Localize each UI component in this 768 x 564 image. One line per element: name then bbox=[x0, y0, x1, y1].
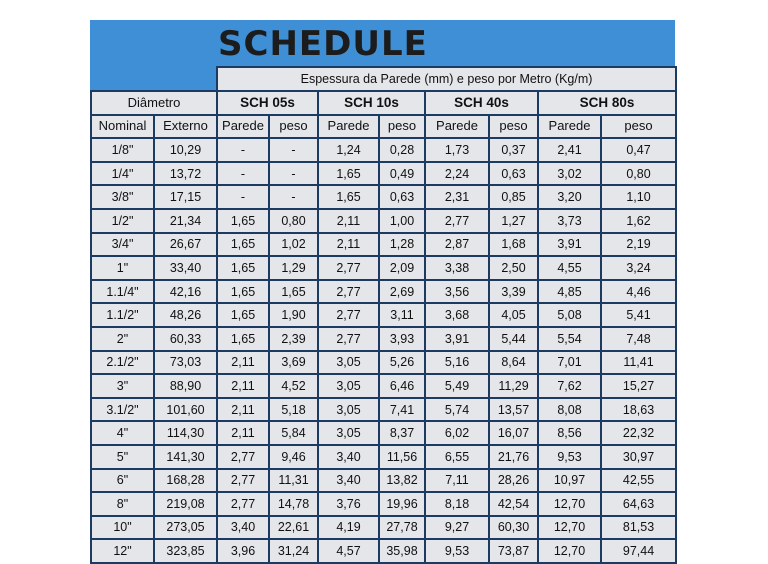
schedule-header: SCH 40s bbox=[425, 91, 538, 115]
value-cell: 1,65 bbox=[217, 303, 269, 327]
value-cell: 15,27 bbox=[601, 374, 676, 398]
value-cell: 2,87 bbox=[425, 233, 489, 257]
value-cell: 4,05 bbox=[489, 303, 538, 327]
value-cell: 30,97 bbox=[601, 445, 676, 469]
table-row bbox=[91, 209, 676, 233]
value-cell: 3,05 bbox=[318, 374, 379, 398]
nominal-cell: 1.1/2" bbox=[91, 303, 154, 327]
table-row bbox=[91, 185, 676, 209]
nominal-cell: 10" bbox=[91, 516, 154, 540]
value-cell: 14,78 bbox=[269, 492, 318, 516]
value-cell: - bbox=[269, 162, 318, 186]
value-cell: 5,84 bbox=[269, 421, 318, 445]
external-diameter-cell: 114,30 bbox=[154, 421, 217, 445]
value-cell: 5,49 bbox=[425, 374, 489, 398]
value-cell: 1,24 bbox=[318, 138, 379, 162]
external-diameter-cell: 88,90 bbox=[154, 374, 217, 398]
value-cell: 12,70 bbox=[538, 492, 601, 516]
value-cell: 2,24 bbox=[425, 162, 489, 186]
value-cell: 42,54 bbox=[489, 492, 538, 516]
table-row bbox=[91, 162, 676, 186]
schedule-header: SCH 05s bbox=[217, 91, 318, 115]
value-cell: 27,78 bbox=[379, 516, 425, 540]
value-cell: 5,08 bbox=[538, 303, 601, 327]
value-cell: 81,53 bbox=[601, 516, 676, 540]
value-cell: 4,46 bbox=[601, 280, 676, 304]
value-cell: 0,80 bbox=[601, 162, 676, 186]
schedule-header-row bbox=[91, 91, 676, 115]
schedule-sheet bbox=[90, 20, 675, 559]
value-cell: 2,77 bbox=[318, 303, 379, 327]
value-cell: 3,73 bbox=[538, 209, 601, 233]
value-cell: 2,77 bbox=[425, 209, 489, 233]
value-cell: 1,02 bbox=[269, 233, 318, 257]
external-diameter-cell: 33,40 bbox=[154, 256, 217, 280]
column-header: Parede bbox=[217, 115, 269, 139]
value-cell: 0,63 bbox=[489, 162, 538, 186]
value-cell: 4,85 bbox=[538, 280, 601, 304]
diameter-header: Diâmetro bbox=[91, 91, 217, 115]
value-cell: 3,40 bbox=[318, 445, 379, 469]
value-cell: 8,08 bbox=[538, 398, 601, 422]
external-diameter-cell: 10,29 bbox=[154, 138, 217, 162]
value-cell: 31,24 bbox=[269, 539, 318, 563]
value-cell: 2,19 bbox=[601, 233, 676, 257]
schedule-header: SCH 10s bbox=[318, 91, 425, 115]
table-row bbox=[91, 421, 676, 445]
value-cell: 97,44 bbox=[601, 539, 676, 563]
value-cell: 11,56 bbox=[379, 445, 425, 469]
value-cell: 1,65 bbox=[318, 162, 379, 186]
value-cell: 2,31 bbox=[425, 185, 489, 209]
value-cell: 3,68 bbox=[425, 303, 489, 327]
value-cell: 3,05 bbox=[318, 398, 379, 422]
nominal-cell: 1/2" bbox=[91, 209, 154, 233]
table-row bbox=[91, 398, 676, 422]
value-cell: 9,53 bbox=[425, 539, 489, 563]
page-title: SCHEDULE bbox=[218, 24, 428, 64]
table-row bbox=[91, 233, 676, 257]
value-cell: 3,91 bbox=[425, 327, 489, 351]
value-cell: 2,11 bbox=[217, 398, 269, 422]
value-cell: 3,93 bbox=[379, 327, 425, 351]
nominal-cell: 5" bbox=[91, 445, 154, 469]
value-cell: 2,50 bbox=[489, 256, 538, 280]
column-header: peso bbox=[269, 115, 318, 139]
value-cell: 0,47 bbox=[601, 138, 676, 162]
value-cell: 3,05 bbox=[318, 421, 379, 445]
value-cell: 5,41 bbox=[601, 303, 676, 327]
value-cell: 21,76 bbox=[489, 445, 538, 469]
table-body bbox=[91, 138, 676, 563]
value-cell: 2,11 bbox=[318, 233, 379, 257]
value-cell: 1,65 bbox=[217, 280, 269, 304]
value-cell: 19,96 bbox=[379, 492, 425, 516]
value-cell: 8,18 bbox=[425, 492, 489, 516]
table-row bbox=[91, 445, 676, 469]
value-cell: 3,40 bbox=[318, 469, 379, 493]
value-cell: 1,65 bbox=[217, 327, 269, 351]
schedule-header: SCH 80s bbox=[538, 91, 676, 115]
value-cell: - bbox=[269, 138, 318, 162]
value-cell: 2,09 bbox=[379, 256, 425, 280]
value-cell: 1,00 bbox=[379, 209, 425, 233]
table-row bbox=[91, 327, 676, 351]
value-cell: 2,11 bbox=[217, 351, 269, 375]
external-diameter-cell: 60,33 bbox=[154, 327, 217, 351]
value-cell: 8,56 bbox=[538, 421, 601, 445]
value-cell: 3,11 bbox=[379, 303, 425, 327]
value-cell: 3,69 bbox=[269, 351, 318, 375]
value-cell: 9,53 bbox=[538, 445, 601, 469]
nominal-cell: 3.1/2" bbox=[91, 398, 154, 422]
value-cell: 1,65 bbox=[318, 185, 379, 209]
external-diameter-cell: 17,15 bbox=[154, 185, 217, 209]
value-cell: 8,64 bbox=[489, 351, 538, 375]
value-cell: 18,63 bbox=[601, 398, 676, 422]
nominal-cell: 6" bbox=[91, 469, 154, 493]
nominal-cell: 1/4" bbox=[91, 162, 154, 186]
value-cell: 1,65 bbox=[269, 280, 318, 304]
value-cell: 3,38 bbox=[425, 256, 489, 280]
external-diameter-cell: 273,05 bbox=[154, 516, 217, 540]
external-diameter-cell: 26,67 bbox=[154, 233, 217, 257]
table-row bbox=[91, 351, 676, 375]
value-cell: 2,11 bbox=[217, 421, 269, 445]
value-cell: 5,26 bbox=[379, 351, 425, 375]
column-header: Externo bbox=[154, 115, 217, 139]
value-cell: 11,31 bbox=[269, 469, 318, 493]
value-cell: 3,96 bbox=[217, 539, 269, 563]
value-cell: 0,37 bbox=[489, 138, 538, 162]
value-cell: 12,70 bbox=[538, 539, 601, 563]
value-cell: - bbox=[217, 162, 269, 186]
value-cell: 7,62 bbox=[538, 374, 601, 398]
value-cell: 12,70 bbox=[538, 516, 601, 540]
value-cell: 2,39 bbox=[269, 327, 318, 351]
value-cell: 0,80 bbox=[269, 209, 318, 233]
value-cell: 3,91 bbox=[538, 233, 601, 257]
value-cell: 35,98 bbox=[379, 539, 425, 563]
value-cell: 9,27 bbox=[425, 516, 489, 540]
caption-row bbox=[91, 67, 676, 91]
table-caption: Espessura da Parede (mm) e peso por Metro (Kg/m) bbox=[217, 67, 676, 91]
value-cell: 3,20 bbox=[538, 185, 601, 209]
external-diameter-cell: 141,30 bbox=[154, 445, 217, 469]
value-cell: 5,16 bbox=[425, 351, 489, 375]
nominal-cell: 2" bbox=[91, 327, 154, 351]
value-cell: 0,85 bbox=[489, 185, 538, 209]
value-cell: 22,61 bbox=[269, 516, 318, 540]
external-diameter-cell: 101,60 bbox=[154, 398, 217, 422]
value-cell: 1,65 bbox=[217, 209, 269, 233]
value-cell: 2,77 bbox=[217, 492, 269, 516]
value-cell: 3,40 bbox=[217, 516, 269, 540]
value-cell: 2,69 bbox=[379, 280, 425, 304]
table-row bbox=[91, 374, 676, 398]
value-cell: 10,97 bbox=[538, 469, 601, 493]
nominal-cell: 3/4" bbox=[91, 233, 154, 257]
value-cell: 28,26 bbox=[489, 469, 538, 493]
external-diameter-cell: 48,26 bbox=[154, 303, 217, 327]
external-diameter-cell: 73,03 bbox=[154, 351, 217, 375]
value-cell: 7,11 bbox=[425, 469, 489, 493]
value-cell: 2,11 bbox=[217, 374, 269, 398]
value-cell: 1,29 bbox=[269, 256, 318, 280]
value-cell: 2,77 bbox=[217, 469, 269, 493]
value-cell: 3,02 bbox=[538, 162, 601, 186]
value-cell: 73,87 bbox=[489, 539, 538, 563]
value-cell: 2,11 bbox=[318, 209, 379, 233]
sub-header-row bbox=[91, 115, 676, 139]
value-cell: 5,44 bbox=[489, 327, 538, 351]
external-diameter-cell: 13,72 bbox=[154, 162, 217, 186]
schedule-table bbox=[90, 66, 677, 564]
value-cell: 4,55 bbox=[538, 256, 601, 280]
value-cell: 6,02 bbox=[425, 421, 489, 445]
value-cell: 2,77 bbox=[318, 280, 379, 304]
table-row bbox=[91, 138, 676, 162]
value-cell: 3,39 bbox=[489, 280, 538, 304]
external-diameter-cell: 323,85 bbox=[154, 539, 217, 563]
value-cell: 7,01 bbox=[538, 351, 601, 375]
value-cell: 3,05 bbox=[318, 351, 379, 375]
column-header: Nominal bbox=[91, 115, 154, 139]
value-cell: 60,30 bbox=[489, 516, 538, 540]
value-cell: - bbox=[217, 138, 269, 162]
nominal-cell: 1.1/4" bbox=[91, 280, 154, 304]
column-header: Parede bbox=[425, 115, 489, 139]
value-cell: 1,27 bbox=[489, 209, 538, 233]
value-cell: 2,77 bbox=[318, 256, 379, 280]
nominal-cell: 3/8" bbox=[91, 185, 154, 209]
value-cell: 11,41 bbox=[601, 351, 676, 375]
value-cell: 11,29 bbox=[489, 374, 538, 398]
table-row bbox=[91, 492, 676, 516]
value-cell: 9,46 bbox=[269, 445, 318, 469]
column-header: Parede bbox=[538, 115, 601, 139]
nominal-cell: 4" bbox=[91, 421, 154, 445]
value-cell: 4,19 bbox=[318, 516, 379, 540]
value-cell: - bbox=[217, 185, 269, 209]
external-diameter-cell: 21,34 bbox=[154, 209, 217, 233]
table-row bbox=[91, 469, 676, 493]
value-cell: 3,56 bbox=[425, 280, 489, 304]
value-cell: 7,41 bbox=[379, 398, 425, 422]
value-cell: 1,62 bbox=[601, 209, 676, 233]
external-diameter-cell: 42,16 bbox=[154, 280, 217, 304]
value-cell: 5,54 bbox=[538, 327, 601, 351]
column-header: peso bbox=[601, 115, 676, 139]
value-cell: 5,74 bbox=[425, 398, 489, 422]
value-cell: 1,10 bbox=[601, 185, 676, 209]
value-cell: 1,90 bbox=[269, 303, 318, 327]
column-header: Parede bbox=[318, 115, 379, 139]
nominal-cell: 8" bbox=[91, 492, 154, 516]
blank-corner bbox=[91, 67, 217, 91]
value-cell: 4,52 bbox=[269, 374, 318, 398]
external-diameter-cell: 219,08 bbox=[154, 492, 217, 516]
table-row bbox=[91, 516, 676, 540]
column-header: peso bbox=[489, 115, 538, 139]
value-cell: 6,46 bbox=[379, 374, 425, 398]
value-cell: 3,24 bbox=[601, 256, 676, 280]
nominal-cell: 2.1/2" bbox=[91, 351, 154, 375]
column-header: peso bbox=[379, 115, 425, 139]
value-cell: 4,57 bbox=[318, 539, 379, 563]
value-cell: 42,55 bbox=[601, 469, 676, 493]
table-row bbox=[91, 303, 676, 327]
nominal-cell: 1/8" bbox=[91, 138, 154, 162]
nominal-cell: 12" bbox=[91, 539, 154, 563]
value-cell: 8,37 bbox=[379, 421, 425, 445]
value-cell: 2,77 bbox=[217, 445, 269, 469]
value-cell: 0,63 bbox=[379, 185, 425, 209]
value-cell: 1,65 bbox=[217, 256, 269, 280]
value-cell: 0,49 bbox=[379, 162, 425, 186]
value-cell: 0,28 bbox=[379, 138, 425, 162]
external-diameter-cell: 168,28 bbox=[154, 469, 217, 493]
value-cell: 3,76 bbox=[318, 492, 379, 516]
table-row bbox=[91, 280, 676, 304]
value-cell: 1,73 bbox=[425, 138, 489, 162]
value-cell: 6,55 bbox=[425, 445, 489, 469]
nominal-cell: 3" bbox=[91, 374, 154, 398]
value-cell: 64,63 bbox=[601, 492, 676, 516]
value-cell: 16,07 bbox=[489, 421, 538, 445]
nominal-cell: 1" bbox=[91, 256, 154, 280]
value-cell: 5,18 bbox=[269, 398, 318, 422]
value-cell: 13,82 bbox=[379, 469, 425, 493]
value-cell: 1,68 bbox=[489, 233, 538, 257]
value-cell: 2,77 bbox=[318, 327, 379, 351]
value-cell: - bbox=[269, 185, 318, 209]
value-cell: 1,65 bbox=[217, 233, 269, 257]
value-cell: 1,28 bbox=[379, 233, 425, 257]
value-cell: 13,57 bbox=[489, 398, 538, 422]
table-row bbox=[91, 256, 676, 280]
value-cell: 2,41 bbox=[538, 138, 601, 162]
value-cell: 22,32 bbox=[601, 421, 676, 445]
value-cell: 7,48 bbox=[601, 327, 676, 351]
